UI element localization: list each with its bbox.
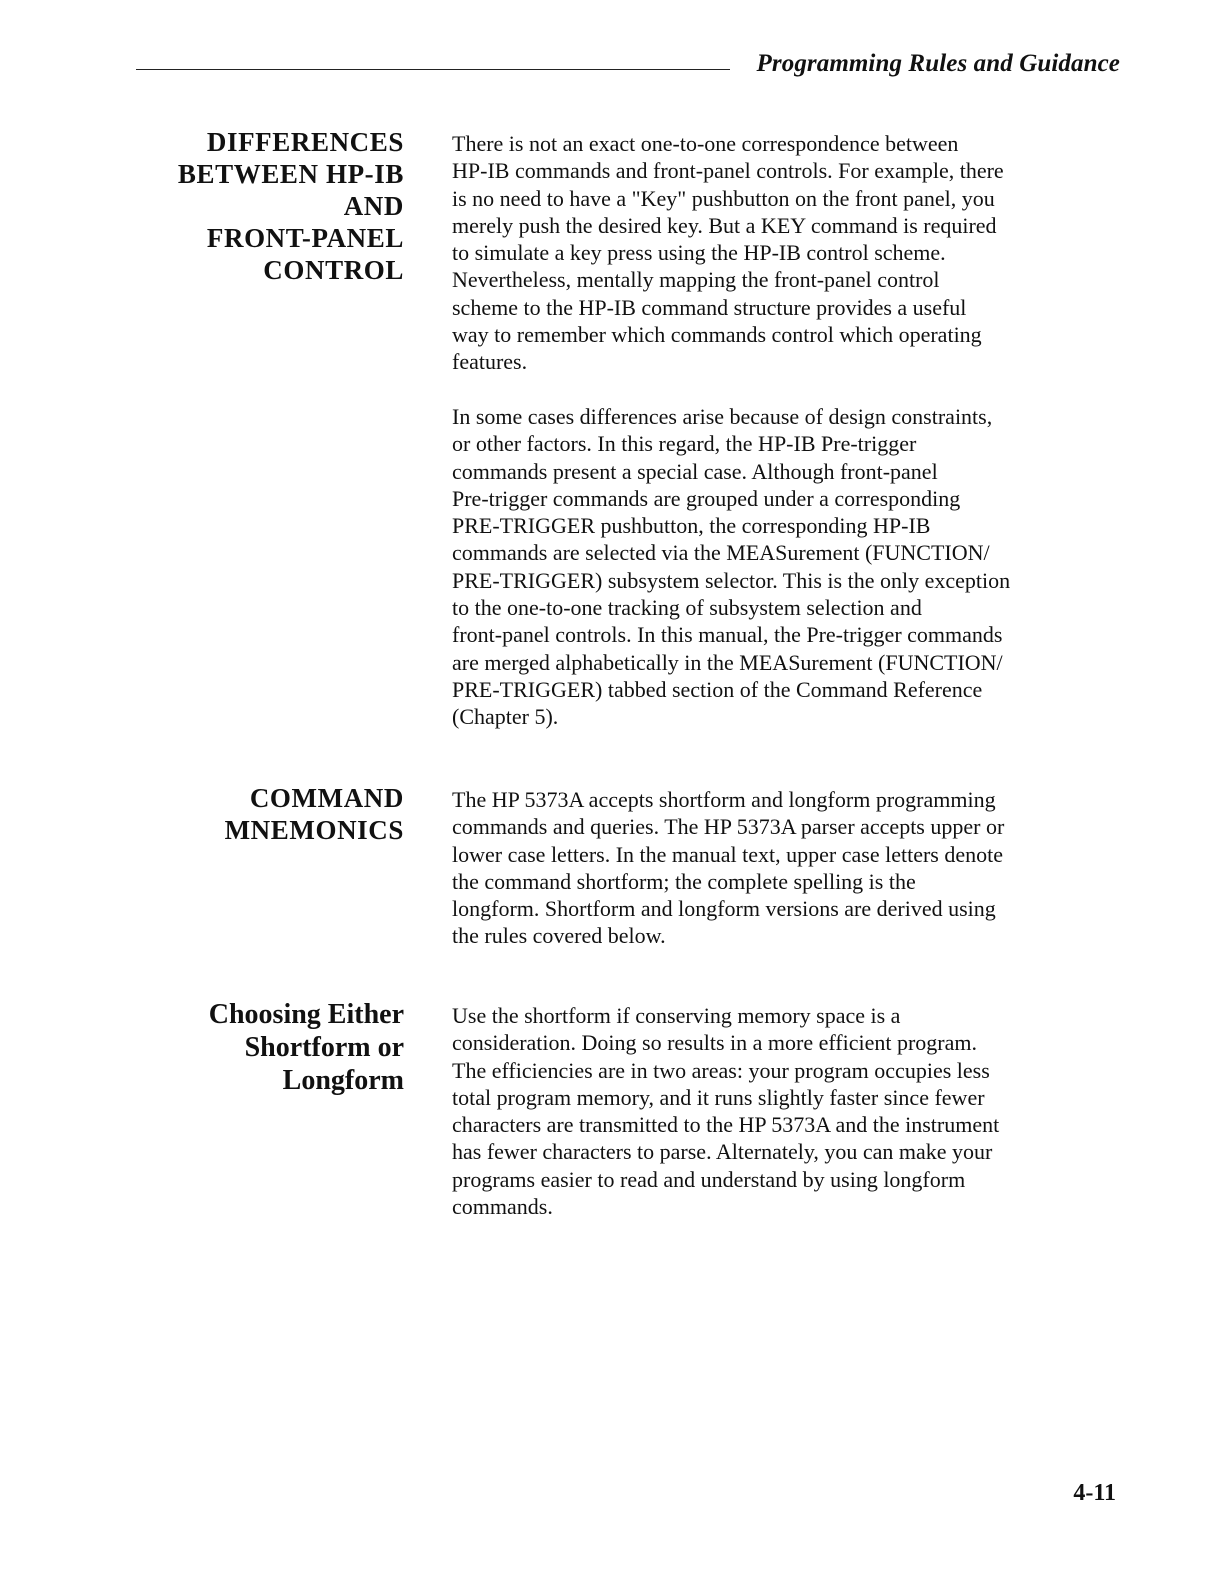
text-line: HP-IB commands and front-panel controls. For example, there bbox=[452, 158, 1004, 184]
text-line: Pre-trigger commands are grouped under a corresponding bbox=[452, 485, 961, 511]
text-line: lower case letters. In the manual text, upper case letters denote bbox=[452, 841, 1003, 867]
page-number: 4-11 bbox=[1073, 1480, 1116, 1506]
text-line: Nevertheless, mentally mapping the front-panel control bbox=[452, 267, 940, 293]
heading-line: AND bbox=[343, 191, 404, 221]
text-line: way to remember which commands control which operating bbox=[452, 322, 982, 348]
text-line: There is not an exact one-to-one correspondence between bbox=[452, 131, 959, 156]
text-line: The HP 5373A accepts shortform and longform programming bbox=[452, 787, 996, 812]
text-line: the rules covered below. bbox=[452, 923, 666, 949]
text-line: PRE-TRIGGER) subsystem selector. This is the only exception bbox=[452, 567, 1011, 593]
heading-line: Choosing Either bbox=[208, 999, 404, 1030]
text-line: front-panel controls. In this manual, the Pre-trigger commands bbox=[452, 622, 1003, 648]
heading-line: COMMAND bbox=[249, 783, 404, 813]
text-line: characters are transmitted to the HP 5373A and the instrument bbox=[452, 1112, 1000, 1138]
text-line: commands present a special case. Although front-panel bbox=[452, 458, 938, 484]
text-line: commands are selected via the MEASurement (FUNCTION/ bbox=[452, 540, 990, 566]
heading-line: CONTROL bbox=[263, 255, 404, 285]
text-line: commands and queries. The HP 5373A parser accepts upper or bbox=[452, 814, 1005, 840]
section-heading-differences bbox=[178, 126, 404, 286]
heading-line: DIFFERENCES bbox=[206, 127, 404, 157]
paragraph-choosing-form bbox=[452, 1002, 1132, 1220]
text-line: to the one-to-one tracking of subsystem selection and bbox=[452, 595, 922, 621]
section-heading-choosing-form bbox=[209, 998, 404, 1097]
text-line: has fewer characters to parse. Alternately, you can make your bbox=[452, 1139, 993, 1165]
text-line: features. bbox=[452, 349, 528, 375]
paragraph-command-mnemonics bbox=[452, 786, 1132, 950]
text-line: scheme to the HP-IB command structure provides a useful bbox=[452, 294, 967, 320]
heading-line: Longform bbox=[282, 1065, 404, 1096]
text-line: longform. Shortform and longform versions are derived using bbox=[452, 896, 996, 922]
running-header-title: Programming Rules and Guidance bbox=[756, 50, 1120, 77]
heading-line: BETWEEN HP-IB bbox=[177, 159, 404, 189]
text-line: Use the shortform if conserving memory space is a bbox=[452, 1003, 901, 1028]
text-line: the command shortform; the complete spelling is the bbox=[452, 868, 916, 894]
text-line: commands. bbox=[452, 1194, 553, 1220]
text-line: or other factors. In this regard, the HP-IB Pre-trigger bbox=[452, 431, 917, 457]
text-line: are merged alphabetically in the MEASurement (FUNCTION/ bbox=[452, 649, 1003, 675]
paragraph-differences-2 bbox=[452, 403, 1132, 731]
header-rule bbox=[136, 69, 730, 70]
text-line: (Chapter 5). bbox=[452, 704, 559, 730]
text-line: programs easier to read and understand by using longform bbox=[452, 1166, 966, 1192]
paragraph-differences-1 bbox=[452, 130, 1132, 376]
heading-line: Shortform or bbox=[244, 1032, 404, 1063]
text-line: is no need to have a "Key" pushbutton on the front panel, you bbox=[452, 185, 995, 211]
heading-line: FRONT-PANEL bbox=[206, 223, 404, 253]
text-line: consideration. Doing so results in a more efficient program. bbox=[452, 1030, 978, 1056]
heading-line: MNEMONICS bbox=[224, 815, 404, 845]
text-line: total program memory, and it runs slightly faster since fewer bbox=[452, 1084, 985, 1110]
text-line: In some cases differences arise because of design constraints, bbox=[452, 404, 993, 429]
text-line: PRE-TRIGGER) tabbed section of the Command Reference bbox=[452, 676, 983, 702]
text-line: PRE-TRIGGER pushbutton, the corresponding HP-IB bbox=[452, 513, 931, 539]
text-line: to simulate a key press using the HP-IB control scheme. bbox=[452, 240, 946, 266]
section-heading-command-mnemonics bbox=[225, 782, 404, 846]
text-line: The efficiencies are in two areas: your program occupies less bbox=[452, 1057, 990, 1083]
text-line: merely push the desired key. But a KEY command is required bbox=[452, 212, 997, 238]
